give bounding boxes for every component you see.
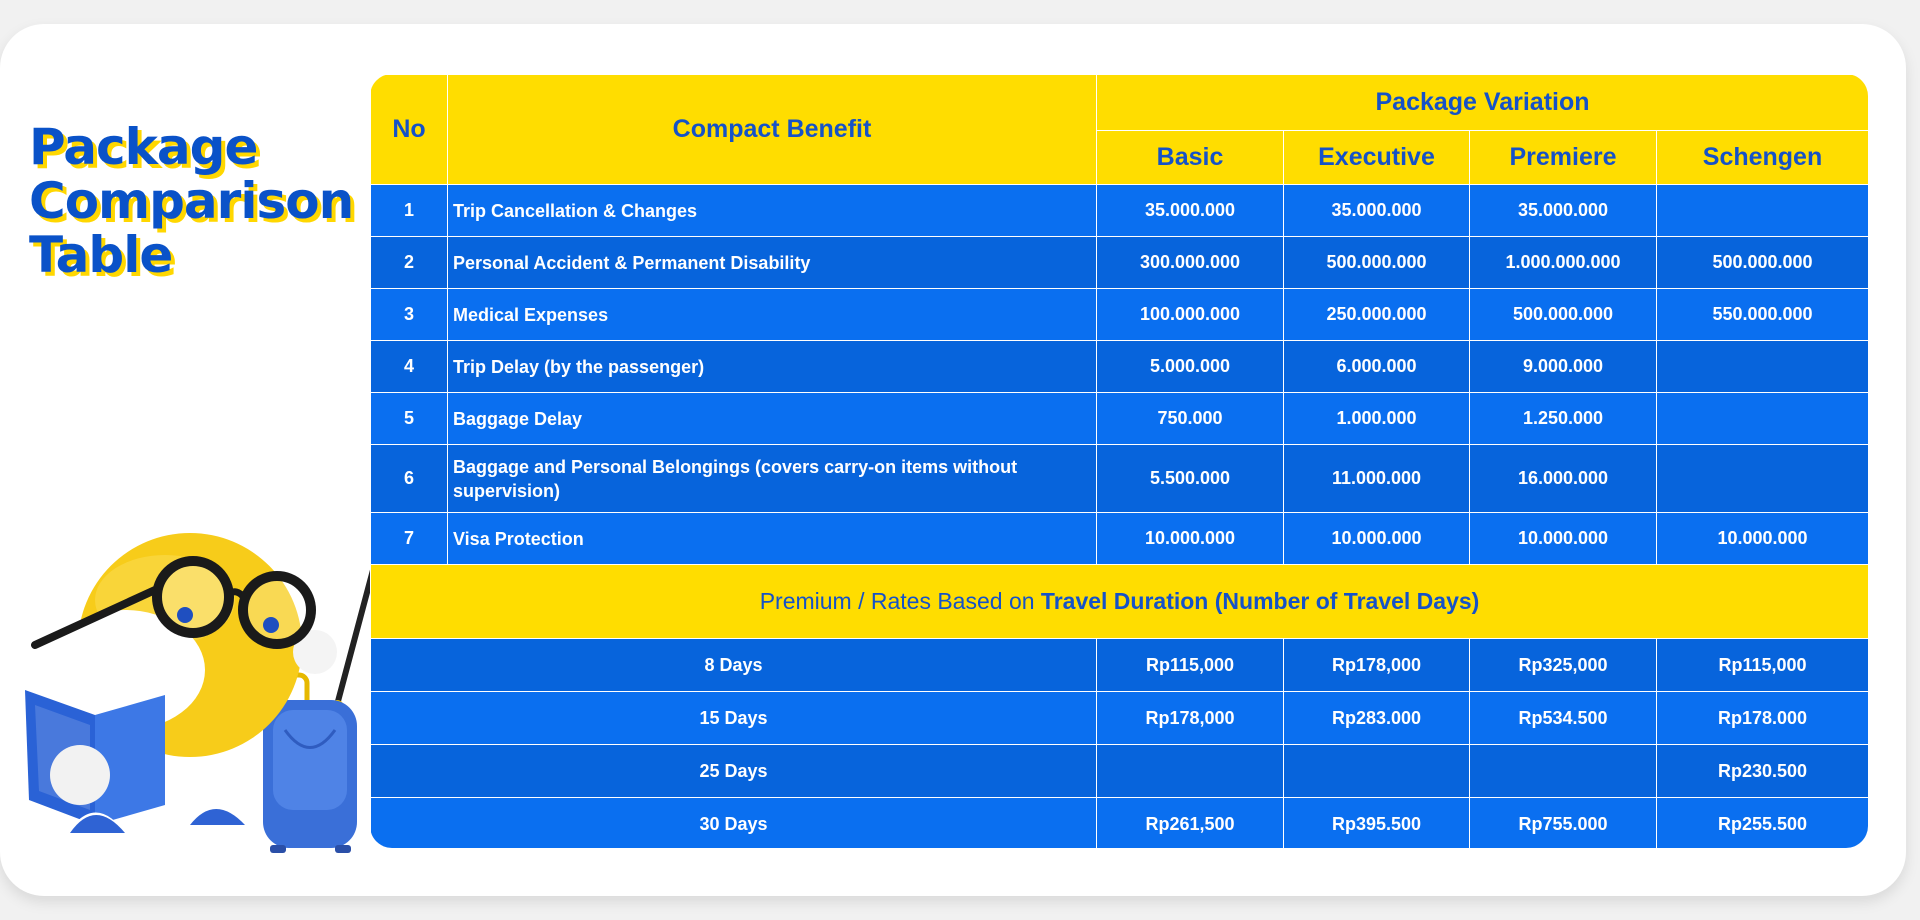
rate-duration: 25 Days: [371, 745, 1097, 798]
schengen-value: 500.000.000: [1657, 237, 1869, 289]
basic-rate: Rp178,000: [1097, 692, 1284, 745]
premiere-value: 9.000.000: [1470, 341, 1657, 393]
rate-row: [371, 639, 1869, 692]
benefit-name: Trip Cancellation & Changes: [448, 185, 1097, 237]
benefit-name: Baggage Delay: [448, 393, 1097, 445]
header-schengen: Schengen: [1657, 131, 1869, 185]
executive-value: 35.000.000: [1284, 185, 1470, 237]
header-package-variation: Package Variation: [1097, 75, 1869, 131]
premiere-rate: Rp534.500: [1470, 692, 1657, 745]
basic-value: 750.000: [1097, 393, 1284, 445]
executive-value: 11.000.000: [1284, 445, 1470, 513]
rate-duration: 8 Days: [371, 639, 1097, 692]
rate-duration: 30 Days: [371, 798, 1097, 849]
schengen-value: 550.000.000: [1657, 289, 1869, 341]
row-number: 6: [371, 445, 448, 513]
rates-section-header: [371, 565, 1869, 639]
schengen-value: [1657, 185, 1869, 237]
schengen-rate: Rp230.500: [1657, 745, 1869, 798]
executive-value: 500.000.000: [1284, 237, 1470, 289]
benefit-name: Personal Accident & Permanent Disability: [448, 237, 1097, 289]
benefit-name: Trip Delay (by the passenger): [448, 341, 1097, 393]
pointer-stick-icon: [330, 525, 375, 714]
schengen-value: [1657, 341, 1869, 393]
row-number: 5: [371, 393, 448, 445]
basic-value: 5.500.000: [1097, 445, 1284, 513]
header-executive: Executive: [1284, 131, 1470, 185]
header-no: No: [371, 75, 448, 185]
basic-rate: [1097, 745, 1284, 798]
benefit-name: Medical Expenses: [448, 289, 1097, 341]
premiere-value: 10.000.000: [1470, 513, 1657, 565]
table-row: [371, 513, 1869, 565]
schengen-value: 10.000.000: [1657, 513, 1869, 565]
executive-value: 1.000.000: [1284, 393, 1470, 445]
executive-rate: [1284, 745, 1470, 798]
rates-header-emphasis: Travel Duration (Number of Travel Days): [1040, 588, 1480, 614]
basic-value: 10.000.000: [1097, 513, 1284, 565]
premiere-rate: [1470, 745, 1657, 798]
basic-value: 300.000.000: [1097, 237, 1284, 289]
basic-rate: Rp115,000: [1097, 639, 1284, 692]
rate-row: [371, 798, 1869, 849]
executive-value: 10.000.000: [1284, 513, 1470, 565]
executive-rate: Rp395.500: [1284, 798, 1470, 849]
premiere-value: 1.000.000.000: [1470, 237, 1657, 289]
row-number: 4: [371, 341, 448, 393]
table-row: [371, 393, 1869, 445]
premiere-value: 1.250.000: [1470, 393, 1657, 445]
table-row: [371, 445, 1869, 513]
executive-rate: Rp283.000: [1284, 692, 1470, 745]
row-number: 7: [371, 513, 448, 565]
basic-rate: Rp261,500: [1097, 798, 1284, 849]
executive-rate: Rp178,000: [1284, 639, 1470, 692]
rate-row: [371, 692, 1869, 745]
page-title: [29, 120, 369, 282]
title-line-2: Comparison: [29, 172, 354, 230]
row-number: 1: [371, 185, 448, 237]
table-row: [371, 185, 1869, 237]
schengen-value: [1657, 393, 1869, 445]
schengen-rate: Rp178.000: [1657, 692, 1869, 745]
package-comparison-table: [370, 74, 1868, 848]
title-line-1: Package: [29, 118, 258, 176]
row-number: 3: [371, 289, 448, 341]
schengen-value: [1657, 445, 1869, 513]
mascot-illustration: [15, 515, 375, 855]
rates-header-prefix: Premium / Rates Based on: [759, 588, 1041, 614]
rate-duration: 15 Days: [371, 692, 1097, 745]
header-premiere: Premiere: [1470, 131, 1657, 185]
table-row: [371, 341, 1869, 393]
premiere-value: 16.000.000: [1470, 445, 1657, 513]
benefit-name: Visa Protection: [448, 513, 1097, 565]
row-number: 2: [371, 237, 448, 289]
header-compact-benefit: Compact Benefit: [448, 75, 1097, 185]
basic-value: 100.000.000: [1097, 289, 1284, 341]
header-basic: Basic: [1097, 131, 1284, 185]
title-line-3: Table: [29, 226, 173, 284]
executive-value: 250.000.000: [1284, 289, 1470, 341]
premiere-value: 500.000.000: [1470, 289, 1657, 341]
table-row: [371, 289, 1869, 341]
table-row: [371, 237, 1869, 289]
executive-value: 6.000.000: [1284, 341, 1470, 393]
premiere-rate: Rp755.000: [1470, 798, 1657, 849]
premiere-value: 35.000.000: [1470, 185, 1657, 237]
rate-row: [371, 745, 1869, 798]
benefit-name: Baggage and Personal Belongings (covers carry-on items without supervision): [448, 445, 1097, 513]
premiere-rate: Rp325,000: [1470, 639, 1657, 692]
schengen-rate: Rp115,000: [1657, 639, 1869, 692]
basic-value: 35.000.000: [1097, 185, 1284, 237]
basic-value: 5.000.000: [1097, 341, 1284, 393]
schengen-rate: Rp255.500: [1657, 798, 1869, 849]
